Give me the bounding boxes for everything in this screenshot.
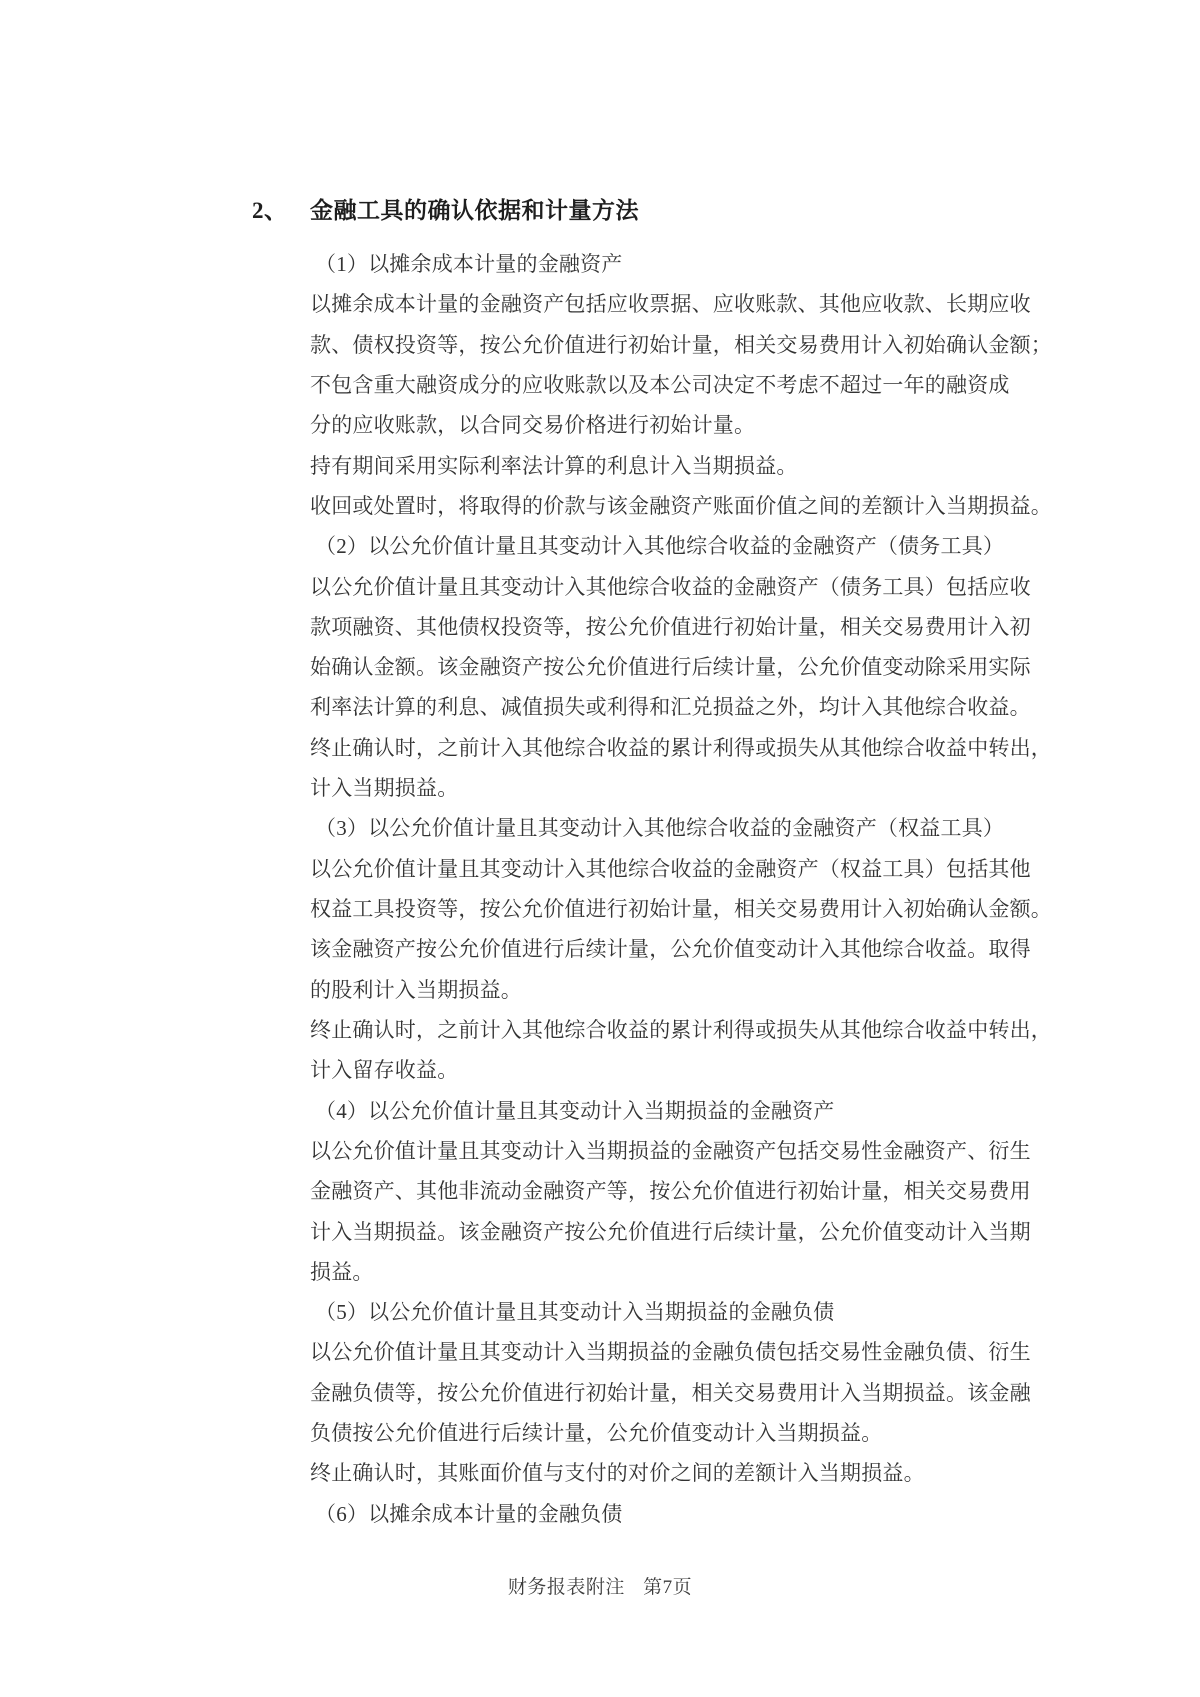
section-number: 2、 xyxy=(252,198,288,223)
numbered-item-line: （4）以公允价值计量且其变动计入当期损益的金融资产 xyxy=(315,1098,835,1123)
numbered-item-line: （3）以公允价值计量且其变动计入其他综合收益的金融资产（权益工具） xyxy=(315,816,1005,841)
section-heading xyxy=(252,197,1032,244)
paragraph-line: 计入当期损益。该金融资产按公允价值进行后续计量，公允价值变动计入当期 xyxy=(310,1219,1031,1244)
paragraph-line: 权益工具投资等，按公允价值进行初始计量，相关交易费用计入初始确认金额。 xyxy=(310,897,1052,921)
paragraph-line: 计入留存收益。 xyxy=(310,1058,459,1083)
paragraph-line: 分的应收账款，以合同交易价格进行初始计量。 xyxy=(310,413,756,438)
paragraph-line: 该金融资产按公允价值进行后续计量，公允价值变动计入其他综合收益。取得 xyxy=(310,937,1031,962)
paragraph-line: 款、债权投资等，按公允价值进行初始计量，相关交易费用计入初始确认金额； xyxy=(310,332,1052,357)
paragraph-line: 终止确认时，之前计入其他综合收益的累计利得或损失从其他综合收益中转出， xyxy=(310,735,1052,760)
numbered-item-line: （1）以摊余成本计量的金融资产 xyxy=(315,252,623,276)
paragraph-line: 的股利计入当期损益。 xyxy=(310,977,522,1002)
footer-label: 财务报表附注 xyxy=(507,1577,625,1598)
body-text-lines xyxy=(310,244,1052,1534)
paragraph-line: 以公允价值计量且其变动计入其他综合收益的金融资产（权益工具）包括其他 xyxy=(310,856,1031,881)
paragraph-line: 损益。 xyxy=(310,1259,374,1284)
document-body xyxy=(252,197,1052,1534)
paragraph-line: 以公允价值计量且其变动计入当期损益的金融资产包括交易性金融资产、衍生 xyxy=(310,1138,1031,1163)
paragraph-line: 始确认金额。该金融资产按公允价值进行后续计量，公允价值变动除采用实际 xyxy=(310,655,1031,680)
paragraph-line: 收回或处置时，将取得的价款与该金融资产账面价值之间的差额计入当期损益。 xyxy=(310,493,1052,518)
paragraph-line: 计入当期损益。 xyxy=(310,776,459,801)
page-footer xyxy=(0,1572,1200,1599)
paragraph-line: 以摊余成本计量的金融资产包括应收票据、应收账款、其他应收款、长期应收 xyxy=(310,292,1031,317)
numbered-item-line: （6）以摊余成本计量的金融负债 xyxy=(315,1501,623,1526)
paragraph-line: 金融负债等，按公允价值进行初始计量，相关交易费用计入当期损益。该金融 xyxy=(310,1380,1031,1405)
paragraph-line: 终止确认时，其账面价值与支付的对价之间的差额计入当期损益。 xyxy=(310,1461,925,1486)
numbered-item-line: （2）以公允价值计量且其变动计入其他综合收益的金融资产（债务工具） xyxy=(315,534,1005,559)
paragraph-line: 金融资产、其他非流动金融资产等，按公允价值进行初始计量，相关交易费用 xyxy=(310,1179,1031,1204)
paragraph-line: 以公允价值计量且其变动计入其他综合收益的金融资产（债务工具）包括应收 xyxy=(310,574,1031,599)
paragraph-line: 终止确认时，之前计入其他综合收益的累计利得或损失从其他综合收益中转出， xyxy=(310,1017,1052,1042)
footer-page-number: 第7页 xyxy=(643,1577,693,1598)
section-title: 金融工具的确认依据和计量方法 xyxy=(310,198,639,223)
paragraph-line: 以公允价值计量且其变动计入当期损益的金融负债包括交易性金融负债、衍生 xyxy=(310,1340,1031,1365)
numbered-item-line: （5）以公允价值计量且其变动计入当期损益的金融负债 xyxy=(315,1300,835,1325)
paragraph-line: 利率法计算的利息、减值损失或利得和汇兑损益之外，均计入其他综合收益。 xyxy=(310,695,1031,720)
paragraph-line: 持有期间采用实际利率法计算的利息计入当期损益。 xyxy=(310,453,798,478)
paragraph-line: 负债按公允价值进行后续计量，公允价值变动计入当期损益。 xyxy=(310,1421,883,1446)
paragraph-line: 不包含重大融资成分的应收账款以及本公司决定不考虑不超过一年的融资成 xyxy=(310,372,1010,397)
paragraph-line: 款项融资、其他债权投资等，按公允价值进行初始计量，相关交易费用计入初 xyxy=(310,614,1031,639)
